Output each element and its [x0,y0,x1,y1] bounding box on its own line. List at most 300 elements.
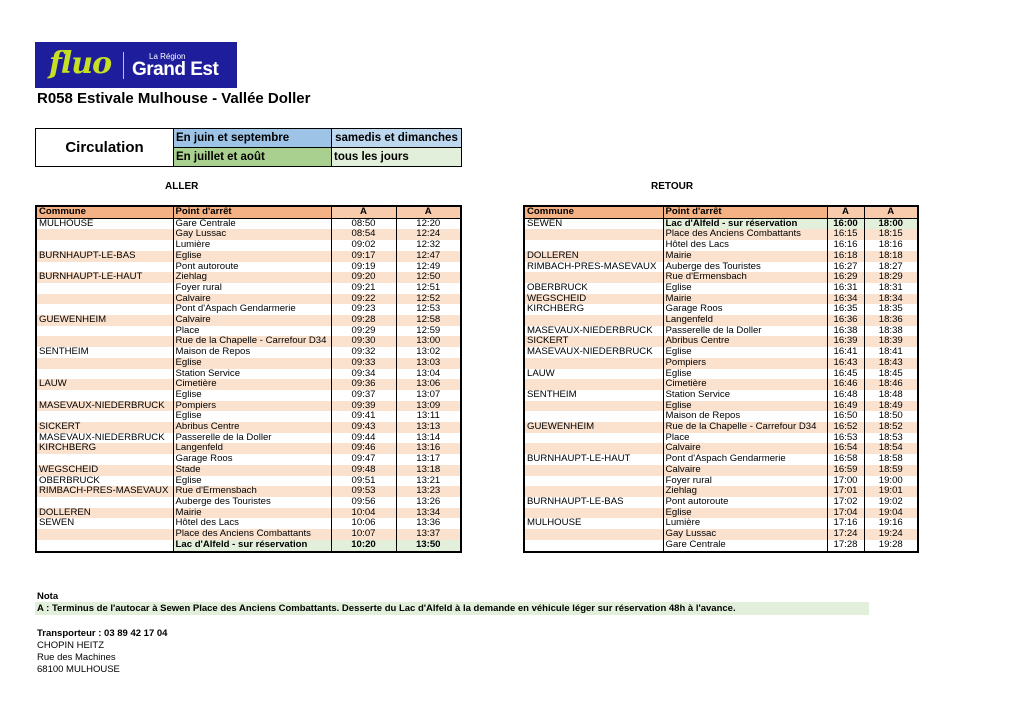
timetable-row [524,540,918,552]
timetable-header-row [524,206,918,218]
timetable-row [524,218,918,229]
time-cell: 16:43 [827,358,864,369]
time-cell: 17:16 [827,518,864,529]
time-cell: 19:28 [864,540,918,552]
timetable-row [524,240,918,251]
stop-cell: Garage Roos [663,304,827,315]
stop-cell: Place [173,326,331,337]
timetable-row [524,326,918,337]
stop-cell: Eglise [663,283,827,294]
time-cell: 16:49 [827,401,864,412]
circulation-period: En juin et septembre [174,129,332,148]
timetable-row [36,369,461,380]
stop-cell: Pont autoroute [663,497,827,508]
logo-region-name: Grand Est [132,59,219,80]
stop-cell: Eglise [173,390,331,401]
timetable-row [36,390,461,401]
stop-cell: Pompiers [663,358,827,369]
time-cell: 16:52 [827,422,864,433]
time-cell: 12:58 [396,315,461,326]
timetable-row [36,411,461,422]
logo-region-small: La Région [149,52,186,61]
page-title: R058 Estivale Mulhouse - Vallée Doller [37,90,311,107]
time-cell: 13:00 [396,336,461,347]
time-cell: 13:18 [396,465,461,476]
time-cell: 16:00 [827,218,864,229]
timetable-row [36,294,461,305]
commune-cell [524,529,663,540]
transporteur-city: 68100 MULHOUSE [37,664,120,675]
time-cell: 18:46 [864,379,918,390]
time-cell: 13:09 [396,401,461,412]
timetable-row [36,518,461,529]
commune-cell: RIMBACH-PRES-MASEVAUX [36,486,173,497]
commune-cell: KIRCHBERG [36,443,173,454]
commune-cell [36,454,173,465]
commune-cell: KIRCHBERG [524,304,663,315]
timetable-row [36,304,461,315]
commune-cell: MULHOUSE [524,518,663,529]
time-cell: 16:39 [827,336,864,347]
timetable-row [524,304,918,315]
timetable-row [36,229,461,240]
timetable-row [36,540,461,552]
time-cell: 09:41 [331,411,396,422]
timetable-row [36,497,461,508]
aller-heading: ALLER [165,181,199,192]
stop-cell: Abribus Centre [663,336,827,347]
commune-cell [524,358,663,369]
time-cell: 13:23 [396,486,461,497]
stop-cell: Eglise [663,369,827,380]
time-cell: 09:33 [331,358,396,369]
timetable-row [524,443,918,454]
commune-cell: MASEVAUX-NIEDERBRUCK [36,401,173,412]
header-time: A [827,206,864,218]
time-cell: 13:17 [396,454,461,465]
time-cell: 13:37 [396,529,461,540]
commune-cell: WEGSCHEID [524,294,663,305]
header-time: A [331,206,396,218]
stop-cell: Eglise [663,508,827,519]
circulation-days: tous les jours [332,148,462,167]
timetable-row [524,390,918,401]
logo-separator [123,52,124,79]
commune-cell [36,304,173,315]
time-cell: 09:17 [331,251,396,262]
time-cell: 18:53 [864,433,918,444]
time-cell: 18:16 [864,240,918,251]
time-cell: 18:27 [864,262,918,273]
time-cell: 09:28 [331,315,396,326]
time-cell: 18:39 [864,336,918,347]
circulation-label: Circulation [36,129,174,167]
timetable-row [524,454,918,465]
time-cell: 09:53 [331,486,396,497]
commune-cell: DOLLEREN [36,508,173,519]
timetable-row [524,401,918,412]
commune-cell: MASEVAUX-NIEDERBRUCK [36,433,173,444]
stop-cell: Hôtel des Lacs [663,240,827,251]
time-cell: 17:02 [827,497,864,508]
commune-cell [36,358,173,369]
commune-cell: SICKERT [36,422,173,433]
timetable-row [524,508,918,519]
time-cell: 18:15 [864,229,918,240]
commune-cell [36,262,173,273]
timetable-row [524,476,918,487]
transporteur-phone: Transporteur : 03 89 42 17 04 [37,628,168,639]
stop-cell: Rue de la Chapelle - Carrefour D34 [663,422,827,433]
timetable-row [36,529,461,540]
stop-cell: Abribus Centre [173,422,331,433]
logo-fluo-text: fluo [49,46,112,81]
time-cell: 09:30 [331,336,396,347]
time-cell: 18:48 [864,390,918,401]
header-commune: Commune [36,206,173,218]
commune-cell: SEWEN [36,518,173,529]
timetable-row [524,369,918,380]
timetable-row [36,379,461,390]
stop-cell: Gare Centrale [663,540,827,552]
time-cell: 12:32 [396,240,461,251]
commune-cell: MASEVAUX-NIEDERBRUCK [524,326,663,337]
commune-cell [524,315,663,326]
timetable-row [524,529,918,540]
timetable-row [524,336,918,347]
timetable-row [36,422,461,433]
time-cell: 16:31 [827,283,864,294]
time-cell: 09:02 [331,240,396,251]
commune-cell [524,379,663,390]
stop-cell: Passerelle de la Doller [663,326,827,337]
timetable-row [36,433,461,444]
time-cell: 16:46 [827,379,864,390]
stop-cell: Pont d'Aspach Gendarmerie [663,454,827,465]
commune-cell: OBERBRUCK [524,283,663,294]
commune-cell [524,433,663,444]
time-cell: 09:21 [331,283,396,294]
nota-text: A : Terminus de l'autocar à Sewen Place des Anciens Combattants. Desserte du Lac d'Alfeld à la demande en véhicule léger sur réservation 48h à l'avance. [35,602,869,615]
time-cell: 18:50 [864,411,918,422]
stop-cell: Place [663,433,827,444]
time-cell: 18:52 [864,422,918,433]
stop-cell: Langenfeld [173,443,331,454]
stop-cell: Auberge des Touristes [173,497,331,508]
commune-cell: GUEWENHEIM [36,315,173,326]
time-cell: 16:58 [827,454,864,465]
header-stop: Point d'arrêt [663,206,827,218]
time-cell: 19:24 [864,529,918,540]
commune-cell: DOLLEREN [524,251,663,262]
stop-cell: Lumière [173,240,331,251]
time-cell: 18:41 [864,347,918,358]
time-cell: 09:43 [331,422,396,433]
time-cell: 10:20 [331,540,396,552]
time-cell: 18:45 [864,369,918,380]
commune-cell: BURNHAUPT-LE-BAS [524,497,663,508]
time-cell: 18:54 [864,443,918,454]
timetable-row [524,315,918,326]
timetable-row [524,497,918,508]
time-cell: 12:52 [396,294,461,305]
time-cell: 18:35 [864,304,918,315]
time-cell: 19:02 [864,497,918,508]
time-cell: 12:24 [396,229,461,240]
stop-cell: Pont autoroute [173,262,331,273]
time-cell: 10:04 [331,508,396,519]
stop-cell: Cimetière [663,379,827,390]
stop-cell: Calvaire [663,443,827,454]
timetable-row [36,326,461,337]
stop-cell: Eglise [663,401,827,412]
time-cell: 09:39 [331,401,396,412]
time-cell: 16:16 [827,240,864,251]
timetable-row [36,454,461,465]
commune-cell: BURNHAUPT-LE-HAUT [36,272,173,283]
time-cell: 09:22 [331,294,396,305]
time-cell: 18:43 [864,358,918,369]
header-time: A [864,206,918,218]
stop-cell: Station Service [173,369,331,380]
time-cell: 18:34 [864,294,918,305]
commune-cell: SENTHEIM [36,347,173,358]
commune-cell [36,336,173,347]
time-cell: 16:38 [827,326,864,337]
circulation-row [36,129,462,148]
commune-cell: MULHOUSE [36,218,173,229]
time-cell: 13:03 [396,358,461,369]
time-cell: 09:48 [331,465,396,476]
time-cell: 09:44 [331,433,396,444]
commune-cell: MASEVAUX-NIEDERBRUCK [524,347,663,358]
commune-cell: RIMBACH-PRES-MASEVAUX [524,262,663,273]
commune-cell: BURNHAUPT-LE-HAUT [524,454,663,465]
time-cell: 09:29 [331,326,396,337]
stop-cell: Passerelle de la Doller [173,433,331,444]
commune-cell [36,540,173,552]
time-cell: 18:59 [864,465,918,476]
time-cell: 18:29 [864,272,918,283]
timetable-row [36,315,461,326]
fluo-grand-est-logo [35,42,237,88]
timetable-row [524,347,918,358]
commune-cell: GUEWENHEIM [524,422,663,433]
time-cell: 19:16 [864,518,918,529]
commune-cell: SEWEN [524,218,663,229]
commune-cell [36,229,173,240]
nota-heading: Nota [37,591,59,602]
stop-cell: Place des Anciens Combattants [173,529,331,540]
time-cell: 12:59 [396,326,461,337]
commune-cell [524,240,663,251]
stop-cell: Rue de la Chapelle - Carrefour D34 [173,336,331,347]
time-cell: 09:46 [331,443,396,454]
time-cell: 16:59 [827,465,864,476]
commune-cell [524,401,663,412]
timetable-row [524,262,918,273]
stop-cell: Calvaire [173,315,331,326]
timetable-row [36,336,461,347]
timetable-row [36,465,461,476]
stop-cell: Stade [173,465,331,476]
circulation-period: En juillet et août [174,148,332,167]
commune-cell [36,283,173,294]
time-cell: 13:06 [396,379,461,390]
retour-heading: RETOUR [651,181,694,192]
time-cell: 13:36 [396,518,461,529]
time-cell: 17:28 [827,540,864,552]
transporteur-name: CHOPIN HEITZ [37,640,105,651]
stop-cell: Eglise [173,358,331,369]
stop-cell: Mairie [663,251,827,262]
commune-cell [524,465,663,476]
timetable-row [36,508,461,519]
timetable-row [36,486,461,497]
timetable-row [524,422,918,433]
stop-cell: Ziehlag [663,486,827,497]
retour-timetable [523,205,919,553]
commune-cell: SENTHEIM [524,390,663,401]
stop-cell: Cimetière [173,379,331,390]
stop-cell: Mairie [173,508,331,519]
commune-cell [524,486,663,497]
timetable-row [36,240,461,251]
time-cell: 09:32 [331,347,396,358]
time-cell: 12:49 [396,262,461,273]
time-cell: 16:41 [827,347,864,358]
time-cell: 12:51 [396,283,461,294]
time-cell: 18:36 [864,315,918,326]
timetable-row [36,358,461,369]
time-cell: 09:23 [331,304,396,315]
time-cell: 09:47 [331,454,396,465]
time-cell: 08:50 [331,218,396,229]
commune-cell: SICKERT [524,336,663,347]
header-stop: Point d'arrêt [173,206,331,218]
aller-timetable [35,205,462,553]
timetable-row [524,358,918,369]
time-cell: 16:36 [827,315,864,326]
time-cell: 17:01 [827,486,864,497]
timetable-row [524,411,918,422]
time-cell: 18:58 [864,454,918,465]
stop-cell: Pont d'Aspach Gendarmerie [173,304,331,315]
time-cell: 16:34 [827,294,864,305]
commune-cell: LAUW [524,369,663,380]
time-cell: 19:01 [864,486,918,497]
stop-cell: Eglise [173,476,331,487]
commune-cell: BURNHAUPT-LE-BAS [36,251,173,262]
time-cell: 09:34 [331,369,396,380]
circulation-days: samedis et dimanches [332,129,462,148]
timetable-row [36,347,461,358]
timetable-row [524,465,918,476]
stop-cell: Calvaire [663,465,827,476]
timetable-row [36,476,461,487]
stop-cell: Eglise [173,251,331,262]
stop-cell: Église [173,411,331,422]
header-time: A [396,206,461,218]
stop-cell: Langenfeld [663,315,827,326]
timetable-row [36,262,461,273]
time-cell: 18:00 [864,218,918,229]
time-cell: 16:29 [827,272,864,283]
time-cell: 09:56 [331,497,396,508]
stop-cell: Rue d'Ermensbach [663,272,827,283]
stop-cell: Lac d'Alfeld - sur réservation [663,218,827,229]
transporteur-street: Rue des Machines [37,652,116,663]
time-cell: 16:48 [827,390,864,401]
time-cell: 09:51 [331,476,396,487]
time-cell: 18:18 [864,251,918,262]
time-cell: 13:50 [396,540,461,552]
time-cell: 13:34 [396,508,461,519]
timetable-row [524,272,918,283]
timetable-row [36,218,461,229]
commune-cell [524,476,663,487]
time-cell: 13:26 [396,497,461,508]
commune-cell: LAUW [36,379,173,390]
time-cell: 16:15 [827,229,864,240]
stop-cell: Pompiers [173,401,331,412]
timetable-row [524,379,918,390]
time-cell: 12:47 [396,251,461,262]
time-cell: 09:19 [331,262,396,273]
stop-cell: Gay Lussac [663,529,827,540]
time-cell: 09:37 [331,390,396,401]
time-cell: 19:00 [864,476,918,487]
time-cell: 10:07 [331,529,396,540]
commune-cell [36,240,173,251]
timetable-row [524,283,918,294]
commune-cell: WEGSCHEID [36,465,173,476]
time-cell: 18:49 [864,401,918,412]
stop-cell: Maison de Repos [173,347,331,358]
timetable-row [36,401,461,412]
commune-cell: OBERBRUCK [36,476,173,487]
stop-cell: Gare Centrale [173,218,331,229]
transporteur-block [37,628,167,676]
timetable-row [524,294,918,305]
commune-cell [36,411,173,422]
timetable-row [524,433,918,444]
time-cell: 16:18 [827,251,864,262]
commune-cell [36,369,173,380]
stop-cell: Lumière [663,518,827,529]
commune-cell [36,529,173,540]
time-cell: 12:50 [396,272,461,283]
commune-cell [524,411,663,422]
header-commune: Commune [524,206,663,218]
time-cell: 13:02 [396,347,461,358]
time-cell: 17:00 [827,476,864,487]
time-cell: 12:20 [396,218,461,229]
time-cell: 08:54 [331,229,396,240]
timetable-row [36,443,461,454]
time-cell: 19:04 [864,508,918,519]
commune-cell [36,294,173,305]
timetable-row [524,251,918,262]
stop-cell: Église [663,347,827,358]
time-cell: 13:04 [396,369,461,380]
timetable-header-row [36,206,461,218]
time-cell: 13:16 [396,443,461,454]
stop-cell: Place des Anciens Combattants [663,229,827,240]
stop-cell: Garage Roos [173,454,331,465]
stop-cell: Foyer rural [173,283,331,294]
time-cell: 16:35 [827,304,864,315]
